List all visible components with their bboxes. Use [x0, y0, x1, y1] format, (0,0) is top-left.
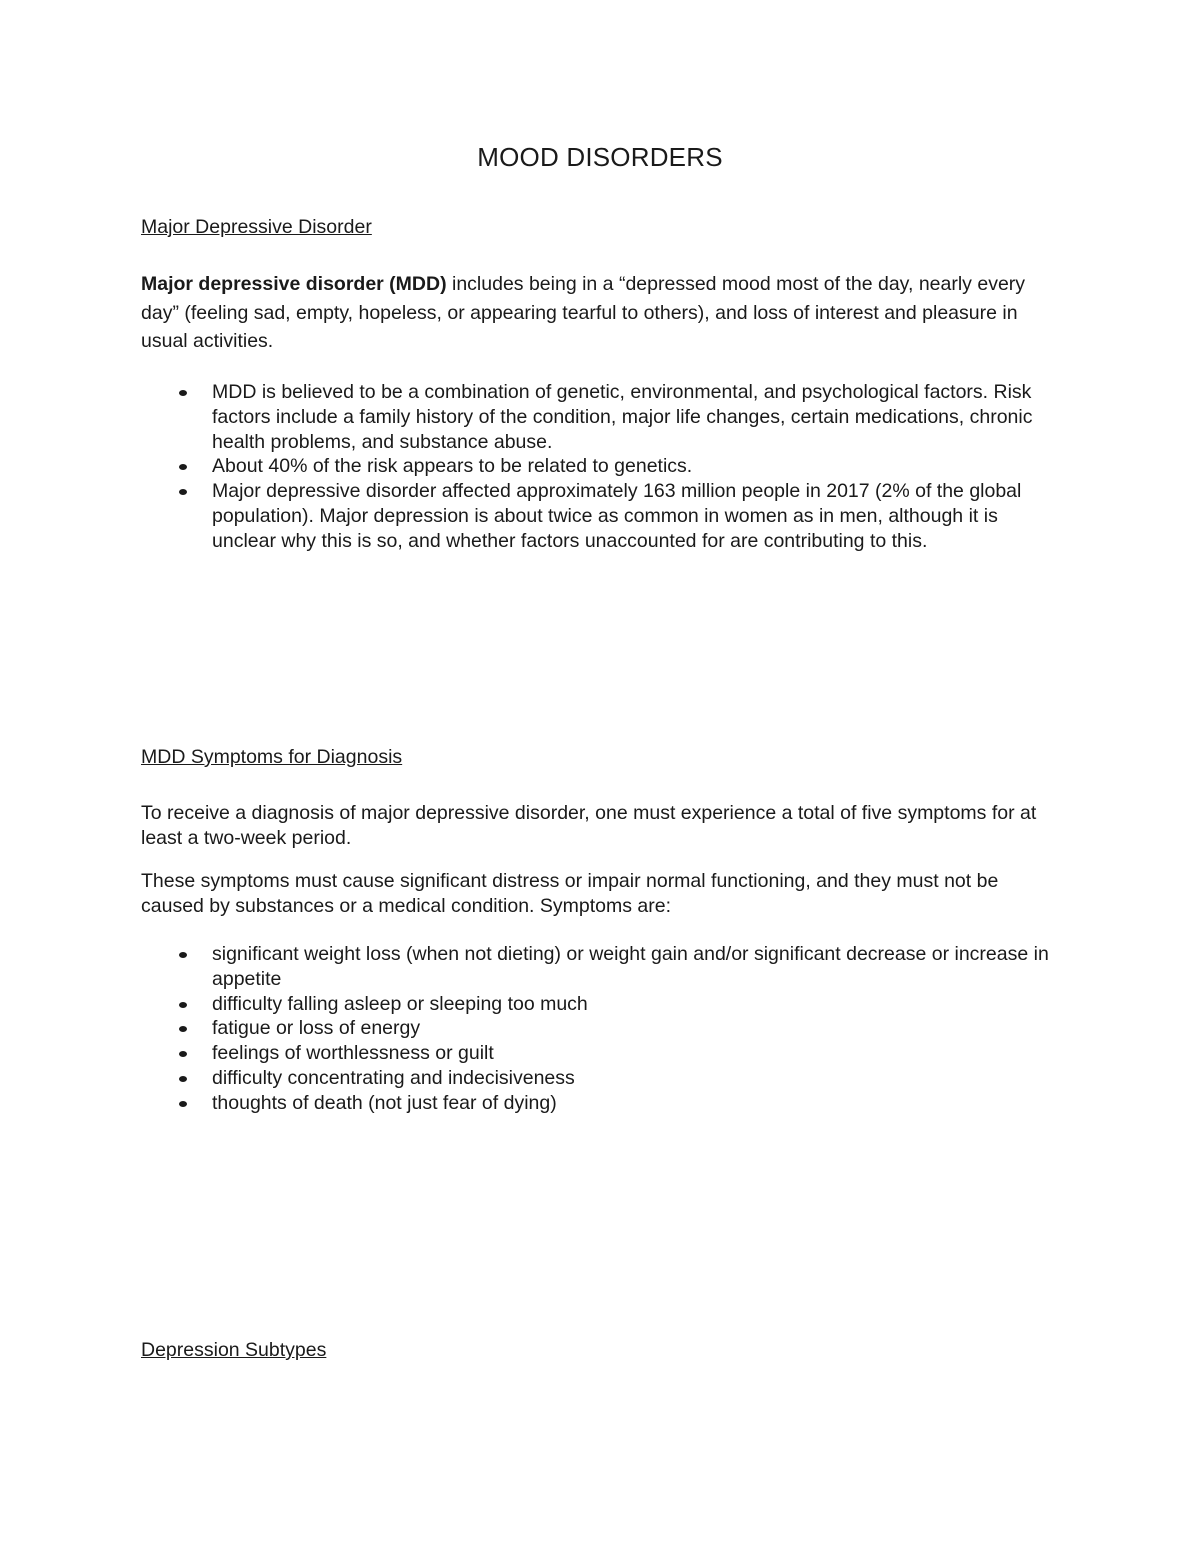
mdd-intro-text: includes being in a “depressed mood most of the day, nearly every day” (feeling sad, empty, hopeless, or appearing tearful to others), and loss of interest and pleasure in usual activities.	[141, 273, 1026, 352]
list-item	[141, 942, 1061, 992]
bullet-icon	[179, 1002, 187, 1008]
mdd-intro-bold-term: Major depressive disorder (MDD)	[141, 273, 447, 295]
list-item	[141, 479, 1061, 553]
section-heading-mdd-symptoms: MDD Symptoms for Diagnosis	[141, 746, 403, 768]
symptoms-paragraph-2: These symptoms must cause significant distress or impair normal functioning, and they must not be caused by substances or a medical condition. Symptoms are:	[141, 870, 999, 917]
bullet-icon	[179, 390, 187, 396]
mdd-facts-list	[141, 380, 1061, 554]
bullet-icon	[179, 464, 187, 470]
list-item-text: Major depressive disorder affected approximately 163 million people in 2017 (2% of the global population). Major depression is about twice as common in women as in men, although it is unclear why this is so, and whether factors unaccounted for are contributing to this.	[212, 480, 1022, 552]
list-item-text: feelings of worthlessness or guilt	[212, 1042, 494, 1065]
symptoms-list	[141, 942, 1061, 1116]
list-item	[141, 1016, 1061, 1041]
section-heading-depression-subtypes: Depression Subtypes	[141, 1339, 327, 1361]
mdd-intro-paragraph	[141, 270, 1051, 356]
section-heading-major-depressive-disorder: Major Depressive Disorder	[141, 216, 372, 238]
list-item-text: thoughts of death (not just fear of dying)	[212, 1091, 557, 1114]
list-item-text: fatigue or loss of energy	[212, 1017, 421, 1040]
document-title: MOOD DISORDERS	[477, 142, 723, 172]
bullet-icon	[179, 1026, 187, 1032]
bullet-icon	[179, 952, 187, 958]
symptoms-paragraph-1: To receive a diagnosis of major depressive disorder, one must experience a total of five symptoms for at least a two-week period.	[141, 802, 1037, 849]
list-item	[141, 454, 1061, 479]
list-item	[141, 1041, 1061, 1066]
bullet-icon	[179, 489, 187, 495]
bullet-icon	[179, 1051, 187, 1057]
list-item	[141, 1066, 1061, 1091]
list-item-text: difficulty concentrating and indecisiveness	[212, 1066, 575, 1089]
bullet-icon	[179, 1076, 187, 1082]
list-item-text: difficulty falling asleep or sleeping too much	[212, 992, 588, 1015]
list-item	[141, 1091, 1061, 1116]
list-item-text: significant weight loss (when not dieting) or weight gain and/or significant decrease or increase in appetite	[212, 943, 1049, 990]
list-item-text: About 40% of the risk appears to be related to genetics.	[212, 455, 693, 478]
list-item-text: MDD is believed to be a combination of genetic, environmental, and psychological factors. Risk factors include a family history of the condition, major life changes, certain medications, chronic health problems, and substance abuse.	[212, 381, 1033, 453]
list-item	[141, 992, 1061, 1017]
bullet-icon	[179, 1101, 187, 1107]
list-item	[141, 380, 1061, 454]
